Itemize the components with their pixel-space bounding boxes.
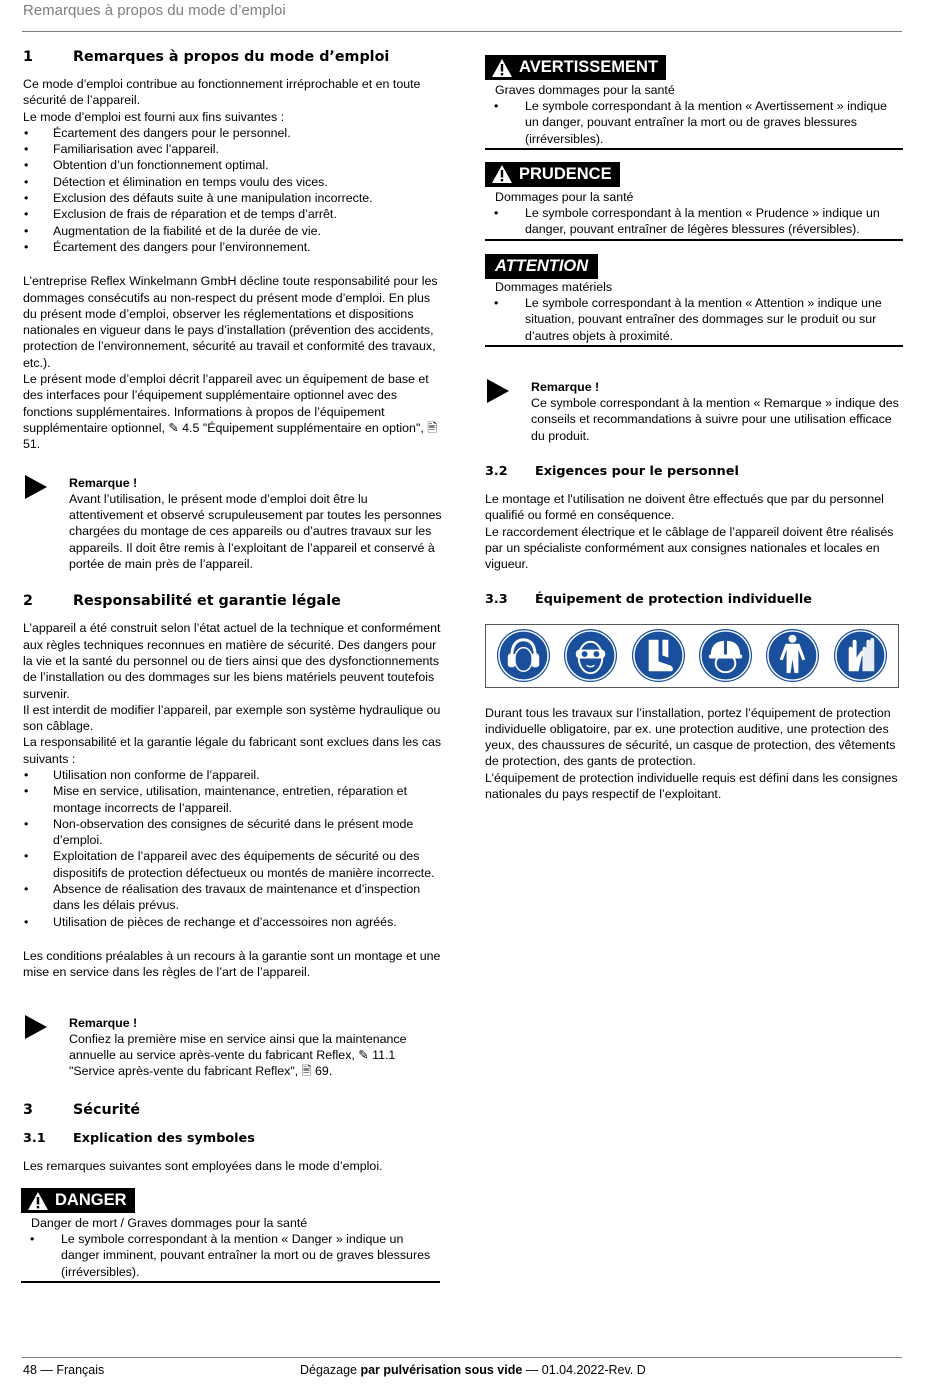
list-item: • Exclusion de frais de réparation et de temps d’arrêt. <box>23 206 443 222</box>
attention-label: ATTENTION <box>485 254 598 279</box>
list-item: • Mise en service, utilisation, maintenance, entretien, réparation et montage incorrects de l’appareil. <box>23 783 443 816</box>
s33-p1: Durant tous les travaux sur l’installation, portez l’équipement de protection individuelle obligatoire, par ex. une protection auditive, une protection des yeux, des chaussures de sécurité, un casque de protection, des vêtements de protection, des gants de protection. <box>485 705 896 769</box>
list-item: • Utilisation non conforme de l’appareil. <box>23 767 443 783</box>
s2-exclusion-list <box>23 767 443 930</box>
warning-triangle-icon <box>491 164 513 184</box>
avertissement-label: AVERTISSEMENT <box>485 55 666 80</box>
avertissement-block <box>485 55 903 150</box>
list-item: • Le symbole correspondant à la mention « Prudence » indique un danger, pouvant entraîner de légères blessures (réversibles). <box>485 205 903 238</box>
gloves-icon <box>833 628 888 683</box>
list-item: • Familiarisation avec l’appareil. <box>23 141 443 157</box>
s1-equipment: Le présent mode d’emploi décrit l’appareil avec un équipement de base et des interfaces pour l’équipement supplémentaire optionnel avec des fonctions supplémentaires. Informations à propos de l’équipement supplémentaire optionnel, ✎ 4.5 "Équipement supplémentaire en option", 🖹 51. <box>23 372 438 452</box>
list-item: • Le symbole correspondant à la mention « Avertissement » indique un danger, pouvant entraîner la mort ou de graves blessures (irréversibles). <box>485 98 903 147</box>
s32-p1: Le montage et l'utilisation ne doivent être effectués que par du personnel qualifié ou formé en conséquence. <box>485 492 884 523</box>
list-item: • Absence de réalisation des travaux de maintenance et d’inspection dans les délais prévus. <box>23 881 443 914</box>
s2-intro: L’appareil a été construit selon l’état actuel de la technique et conformément aux règles techniques reconnues en matière de sécurité. Des dangers pour la vie et la santé du personnel ou de tiers ainsi que des dysfonctionnements de l’installation ou des dommages sur les biens matériels peuvent toutefois survenir. <box>23 621 441 701</box>
list-item: • Utilisation de pièces de rechange et d’accessoires non agréés. <box>23 914 443 930</box>
running-header: Remarques à propos du mode d’emploi <box>23 2 286 19</box>
footer-rule <box>22 1357 902 1358</box>
section-3-2-heading: 3.2 Exigences pour le personnel <box>485 464 739 480</box>
list-item: • Augmentation de la fiabilité et de la durée de vie. <box>23 223 443 239</box>
list-item: • Non-observation des consignes de sécurité dans le présent mode d’emploi. <box>23 816 443 849</box>
danger-head: Danger de mort / Graves dommages pour la santé <box>31 1215 308 1230</box>
warning-triangle-icon <box>27 1191 49 1211</box>
attention-head: Dommages matériels <box>495 279 613 294</box>
helmet-icon <box>698 628 753 683</box>
safety-boots-icon <box>631 628 686 683</box>
prudence-block <box>485 162 903 241</box>
protective-clothing-icon <box>765 628 820 683</box>
section-3-3-heading: 3.3 Équipement de protection individuelle <box>485 591 812 607</box>
section-3-heading: 3 Sécurité <box>23 1101 141 1118</box>
s32-p2: Le raccordement électrique et le câblage de l’appareil doivent être réalisés par un spécialiste conformément aux consignes nationales et locales en vigueur. <box>485 524 894 572</box>
s1-purpose-list <box>23 125 443 255</box>
s2-modification: Il est interdit de modifier l’appareil, par exemple son système hydraulique ou son câblage. <box>23 702 441 734</box>
note-box <box>23 475 443 573</box>
note-arrow-icon <box>487 379 509 403</box>
list-item: • Le symbole correspondant à la mention « Danger » indique un danger imminent, pouvant entraîner la mort ou de graves blessures (irréversibles). <box>21 1231 440 1280</box>
note-title: Remarque ! <box>531 379 600 394</box>
footer-title: Dégazage par pulvérisation sous vide — 01.04.2022-Rev. D <box>300 1363 646 1377</box>
list-item: • Écartement des dangers pour l’environnement. <box>23 239 443 255</box>
s1-liability: L’entreprise Reflex Winkelmann GmbH décline toute responsabilité pour les dommages consécutifs au non-respect du présent mode d’emploi. En plus du présent mode d’emploi, observer les réglementations et dispositions nationales en vigueur dans le pays d’installation (prévention des accidents, protection de l’environnement, sécurité au travail et conformité des travaux, etc.). <box>23 274 438 370</box>
section-3-1-heading: 3.1 Explication des symboles <box>23 1130 255 1146</box>
note-arrow-icon <box>25 475 47 499</box>
note-title: Remarque ! <box>69 475 138 490</box>
attention-block <box>485 254 903 347</box>
danger-block <box>21 1188 440 1283</box>
list-item: • Écartement des dangers pour le personnel. <box>23 125 443 141</box>
left-column <box>23 47 443 1283</box>
note-arrow-icon <box>25 1015 47 1039</box>
ear-protection-icon <box>496 628 551 683</box>
note-text: Ce symbole correspondant à la mention « Remarque » indique des conseils et recommandations à suivre pour une utilisation efficace du produit. <box>531 396 899 443</box>
list-item: • Détection et élimination en temps voulu des vices. <box>23 174 443 190</box>
section-1-heading: 1 Remarques à propos du mode d’emploi <box>23 49 390 65</box>
note-box <box>485 379 903 444</box>
s33-p2: L’équipement de protection individuelle requis est défini dans les consignes nationales du pays respectif de l’exploitant. <box>485 770 898 802</box>
avertissement-head: Graves dommages pour la santé <box>495 82 675 97</box>
note-text: Avant l’utilisation, le présent mode d’emploi doit être lu attentivement et observé scrupuleusement par toutes les personnes chargées du montage de ces appareils ou d’autres travaux sur les appareils. Il doit être remis à l’exploitant de l’appareil et conservé à portée de main près de l’appareil. <box>69 491 442 572</box>
list-item: • Exclusion des défauts suite à une manipulation incorrecte. <box>23 190 443 206</box>
list-item: • Le symbole correspondant à la mention « Attention » indique une situation, pouvant entraîner des dommages sur le produit ou sur d’autres objets à proximité. <box>485 295 903 344</box>
s31-text: Les remarques suivantes sont employées dans le mode d’emploi. <box>23 1158 383 1173</box>
prudence-label: PRUDENCE <box>485 162 620 187</box>
section-2-heading: 2 Responsabilité et garantie légale <box>23 593 341 610</box>
footer-page: 48 — Français <box>23 1363 105 1377</box>
s1-purpose: Le mode d’emploi est fourni aux fins suivantes : <box>23 109 285 124</box>
prudence-head: Dommages pour la santé <box>495 189 634 204</box>
eye-protection-icon <box>563 628 618 683</box>
note-box <box>23 1015 443 1080</box>
list-item: • Obtention d’un fonctionnement optimal. <box>23 157 443 173</box>
right-column <box>485 55 903 802</box>
s2-warranty: Les conditions préalables à un recours à la garantie sont un montage et une mise en service dans les règles de l’art de l’appareil. <box>23 948 441 980</box>
note-title: Remarque ! <box>69 1015 138 1030</box>
s1-intro: Ce mode d’emploi contribue au fonctionnement irréprochable et en toute sécurité de l’appareil. <box>23 77 421 108</box>
ppe-pictograms <box>485 624 899 688</box>
header-rule <box>22 31 902 32</box>
s2-exclusions: La responsabilité et la garantie légale du fabricant sont exclues dans les cas suivants : <box>23 735 442 766</box>
danger-label: DANGER <box>21 1188 135 1213</box>
warning-triangle-icon <box>491 58 513 78</box>
list-item: • Exploitation de l’appareil avec des équipements de sécurité ou des dispositifs de protection défectueux ou montés de manière incorrecte. <box>23 848 443 881</box>
note-text: Confiez la première mise en service ainsi que la maintenance annuelle au service après-vente du fabricant Reflex, ✎ 11.1 "Service après-vente du fabricant Reflex", 🖹 69. <box>69 1031 407 1079</box>
